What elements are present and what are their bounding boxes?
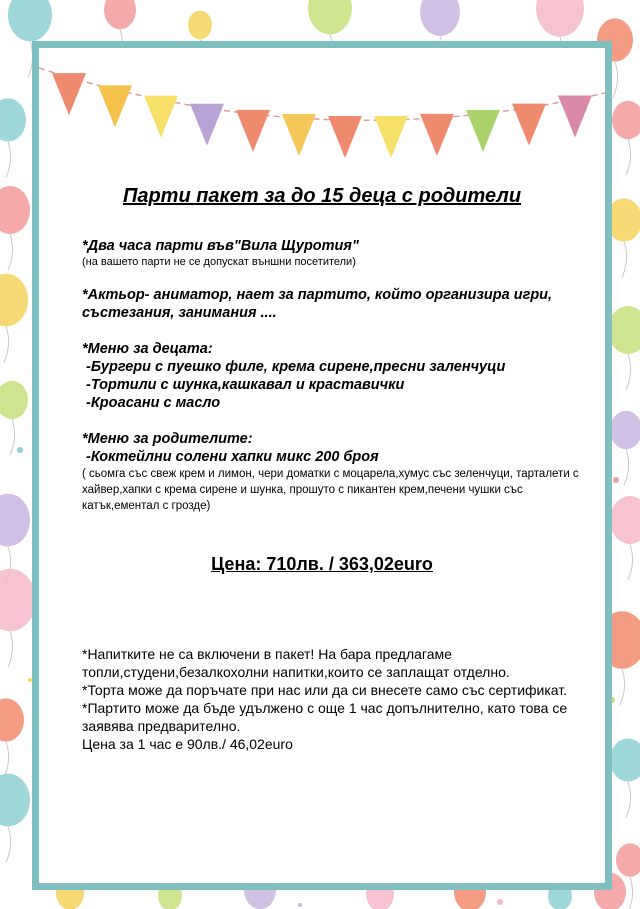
package-price: Цена: 710лв. / 363,02euro [211,554,433,574]
balloon-string [624,449,629,485]
balloon-icon [612,101,640,139]
balloon-string [620,669,625,705]
balloon-icon [0,569,36,631]
bunting-flag [282,114,316,156]
parents-menu-details: ( сьомга със свеж крем и лимон, чери доматки с моцарела,хумус със зеленчуци, тарталети с хайвер,хапки с крема сирене и шунка, прошуто с пикантен крем,печени чушки със катък,ементал с грозде) [82,468,579,512]
bunting-flag [420,114,454,156]
balloon-icon [308,0,352,34]
parents-menu-item: -Коктейлни солени хапки микс 200 броя [86,449,379,465]
parents-menu [82,430,587,514]
balloon-string [613,62,618,98]
balloon-icon [0,98,26,141]
extend-note: *Партито може да бъде удължено с още 1 час допълнително, като това се заявява предварително. [82,700,568,734]
bunting-flag [144,96,178,138]
bunting-flag [466,110,500,152]
notes-section [82,645,587,753]
kids-menu-item: -Тортили с шунка,кашкавал и краставички [86,377,405,393]
kids-menu [82,340,587,412]
cake-note: *Торта може да поръчате при нас или да си внесете само със сертификат. [82,682,568,698]
balloon-icon [188,11,212,40]
balloon-string [628,544,633,580]
balloon-string [8,234,13,270]
balloon-icon [0,494,30,547]
kids-menu-heading: *Меню за децата: [82,341,213,357]
bunting-flag [512,104,546,146]
bunting-flag [190,104,224,146]
balloon-string [4,742,9,778]
parents-menu-heading: *Меню за родителите: [82,431,253,447]
visitors-note: (на вашето парти не се допускат външни посетители) [82,256,356,268]
extra-hour-price: Цена за 1 час е 90лв./ 46,02euro [82,736,293,752]
balloon-string [628,877,633,909]
duration-line: *Два часа парти във"Вила Щуротия" [82,238,359,254]
balloon-string [626,354,631,390]
balloon-icon [0,698,24,741]
balloon-icon [610,496,640,544]
balloon-icon [536,0,584,37]
balloon-icon [420,0,460,36]
balloon-icon [610,738,640,781]
confetti-dot [17,447,23,453]
bunting-flag [98,85,132,127]
confetti-dot [613,477,619,483]
bunting-flag [236,110,270,152]
bunting-flag [558,95,592,137]
flyer-card [32,41,612,890]
drinks-note: *Напитките не са включени в пакет! На бара предлагаме топли,студени,безалкохолни напитки,които се заплащат отделно. [82,646,510,680]
animator-section [82,286,587,322]
animator-line: *Актьор- аниматор, нает за партито, който организира игри, състезания, занимания .... [82,287,553,321]
page-title: Парти пакет за до 15 деца с родители [122,185,522,207]
balloon-icon [0,186,30,234]
confetti-dot [497,899,503,905]
intro-section [82,237,587,270]
kids-menu-item: -Кроасани с масло [86,395,221,411]
balloon-icon [616,843,640,877]
balloon-string [626,782,631,818]
balloon-icon [0,274,28,327]
balloon-string [6,826,11,862]
bunting-flag [374,116,408,158]
balloon-string [8,631,13,667]
balloon-string [4,326,9,362]
balloon-icon [0,381,28,419]
balloon-icon [610,411,640,449]
balloon-icon [8,0,52,41]
bunting-garland [39,48,605,188]
balloon-string [626,139,631,175]
confetti-dot [298,903,302,907]
balloon-icon [104,0,136,29]
bunting-flag [52,73,86,115]
balloon-icon [0,774,30,827]
kids-menu-item: -Бургери с пуешко филе, крема сирене,пресни заленчуци [86,359,506,375]
bunting-flag [328,116,362,158]
balloon-string [10,419,15,455]
balloon-string [6,142,11,178]
balloon-string [622,242,627,278]
balloon-icon [608,306,640,354]
